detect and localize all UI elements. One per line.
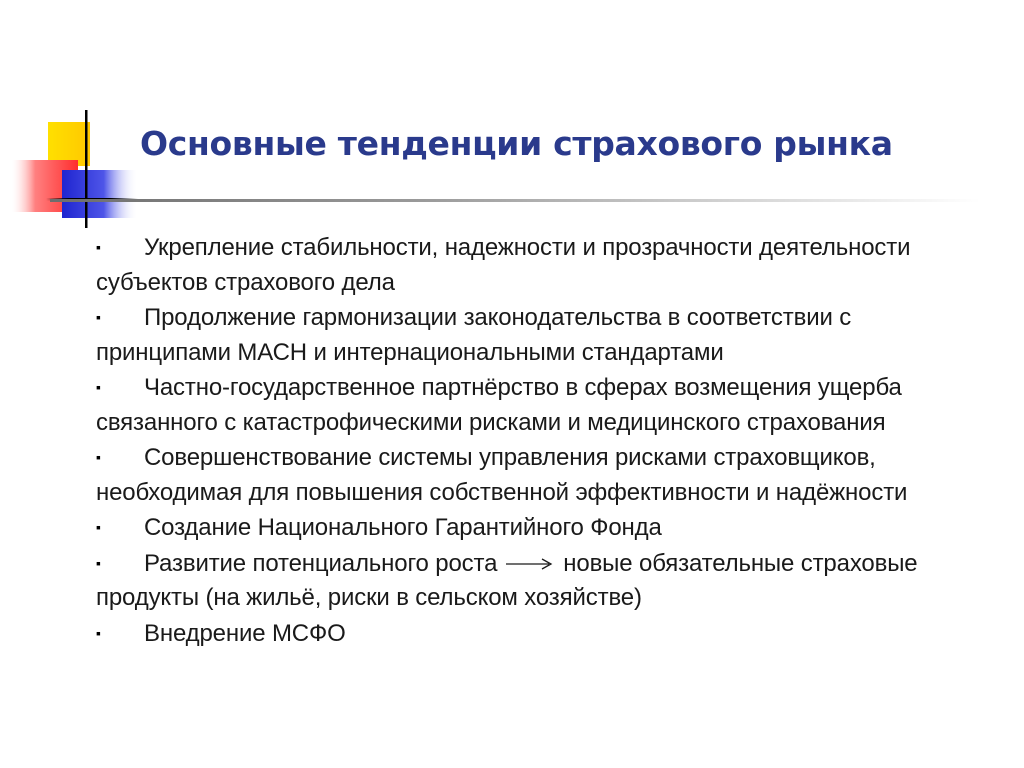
list-item (96, 370, 966, 440)
decorative-squares-logo (0, 100, 160, 240)
bullet-list (96, 230, 966, 651)
list-item (96, 230, 966, 300)
title-divider (50, 199, 980, 202)
list-item (96, 616, 966, 652)
list-item-text: Продолжение гармонизации законодательства в соответствии с принципами МАСН и интернациональными стандартами (96, 304, 852, 366)
list-item (96, 300, 966, 370)
list-item (96, 440, 966, 510)
bullet-icon: ▪ (96, 554, 101, 571)
list-item (96, 510, 966, 546)
bullet-icon: ▪ (96, 624, 101, 641)
long-right-arrow-icon (505, 557, 553, 571)
list-item-text-before-arrow: Развитие потенциального роста (144, 549, 498, 577)
list-item-text: Создание Национального Гарантийного Фонда (144, 514, 662, 541)
bullet-icon: ▪ (96, 239, 101, 255)
bullet-icon: ▪ (96, 379, 101, 395)
list-item-text: Частно-государственное партнёрство в сферах возмещения ущерба связанного с катастрофическими рисками и медицинского страхования (96, 374, 902, 436)
blue-square (62, 170, 138, 218)
list-item-text: Укрепление стабильности, надежности и прозрачности деятельности субъектов страхового дела (96, 234, 911, 296)
list-item-text: Внедрение МСФО (144, 619, 346, 647)
bullet-icon: ▪ (96, 309, 101, 325)
vertical-line (85, 110, 88, 228)
bullet-icon: ▪ (96, 519, 101, 535)
yellow-square (48, 122, 90, 166)
list-item-text-after-arrow: новые обязательные страховые продукты (на жильё, риски в сельском хозяйстве) (96, 549, 918, 611)
slide-title: Основные тенденции страхового рынка (140, 124, 893, 163)
list-item-text: Совершенствование системы управления рисками страховщиков, необходимая для повышения собственной эффективности и надёжности (96, 444, 908, 506)
bullet-icon: ▪ (96, 449, 101, 465)
list-item (96, 546, 966, 616)
